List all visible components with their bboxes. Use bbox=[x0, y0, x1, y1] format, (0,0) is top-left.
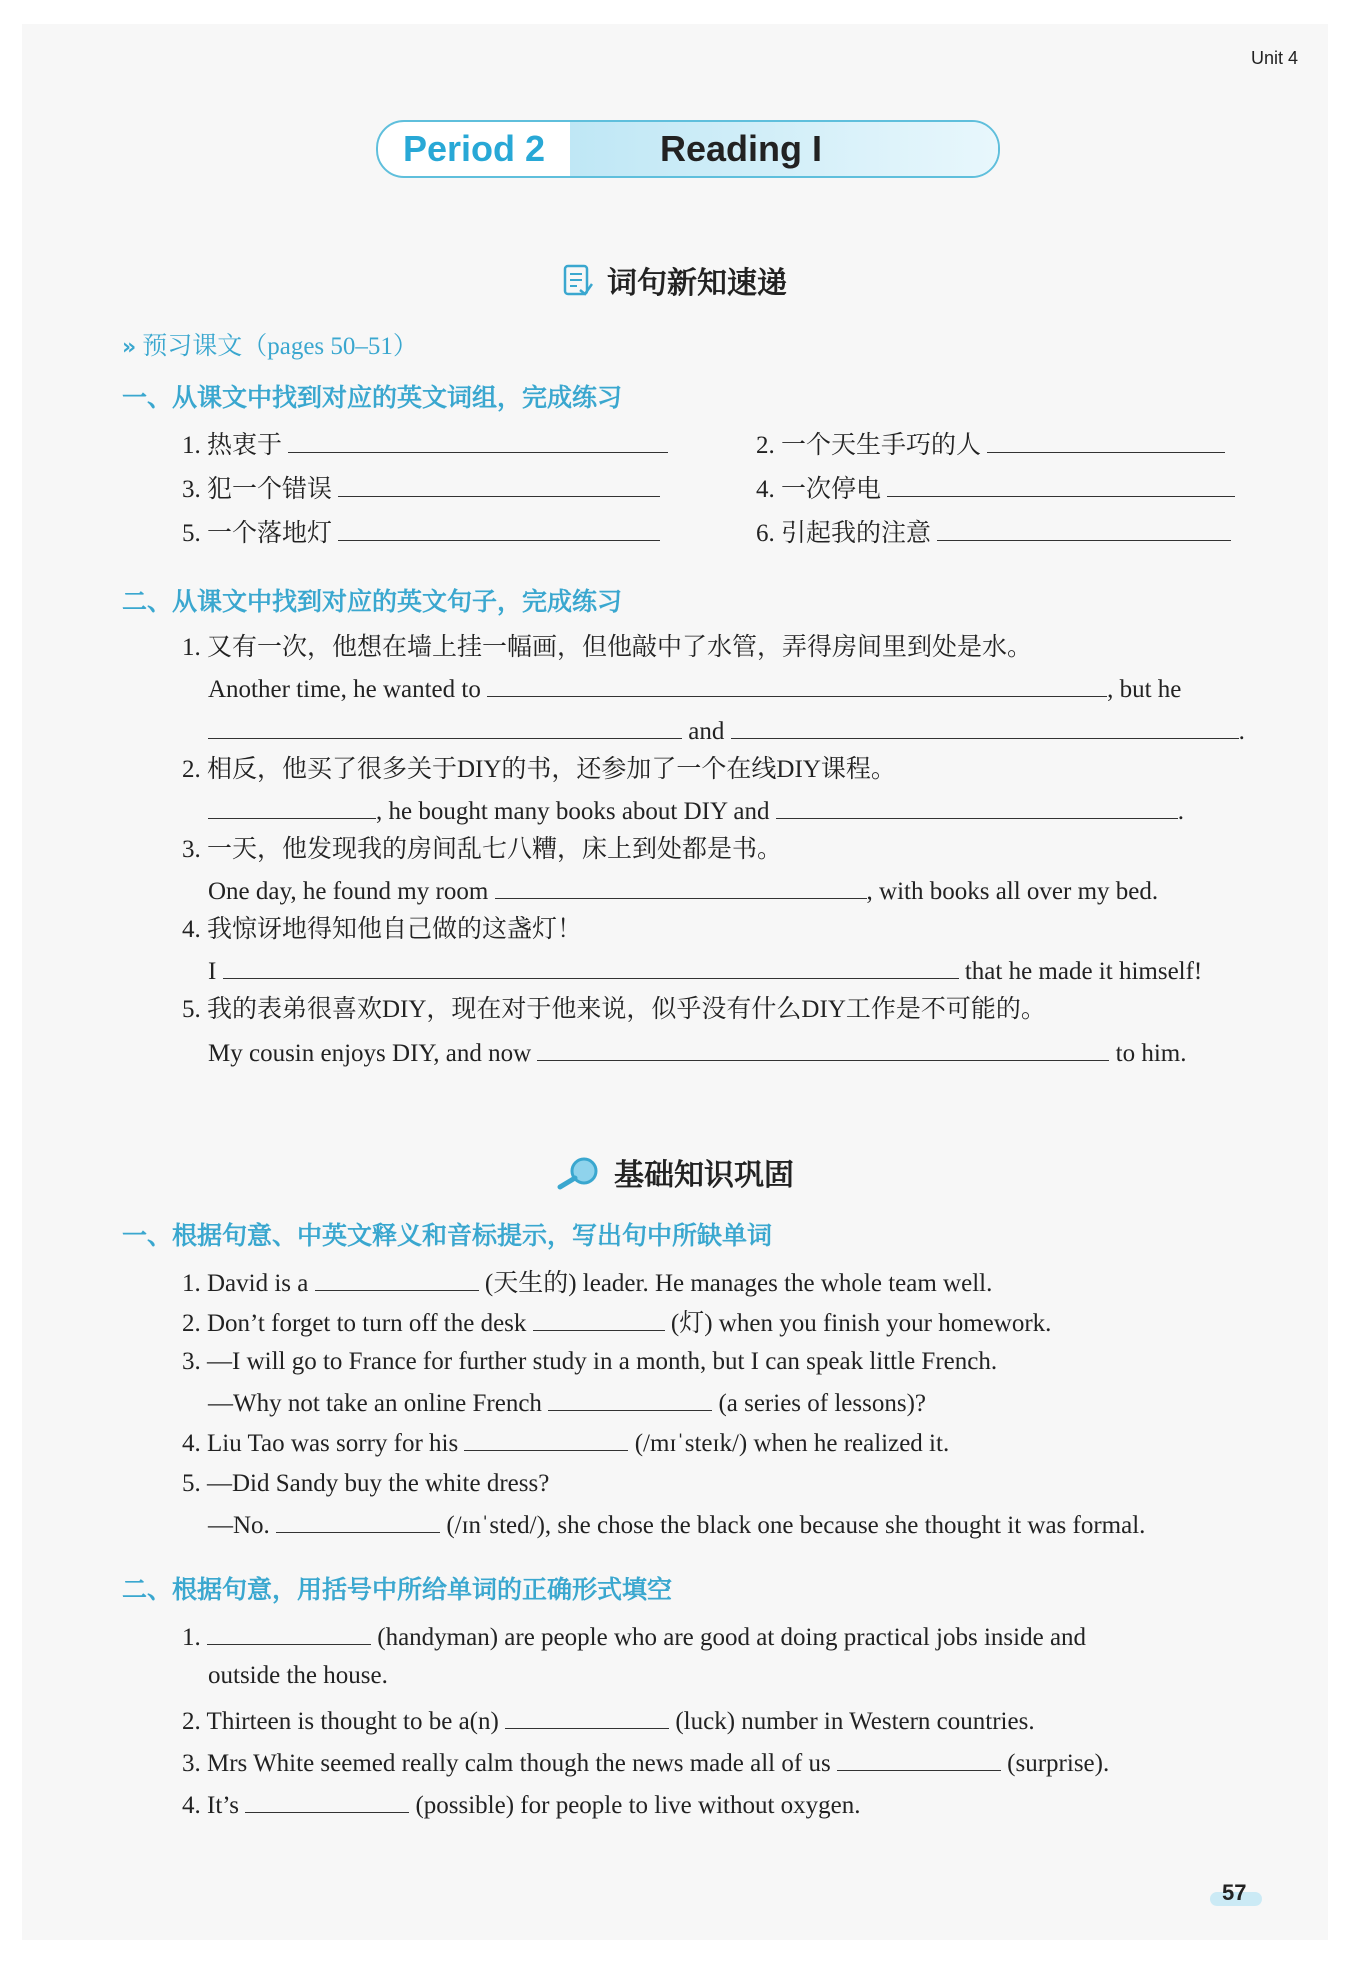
answer-blank[interactable] bbox=[315, 1266, 479, 1291]
sentence-cn: 2. 相反，他买了很多关于DIY的书，还参加了一个在线DIY课程。 bbox=[182, 756, 896, 783]
answer-blank[interactable] bbox=[464, 1426, 628, 1451]
answer-blank[interactable] bbox=[548, 1386, 712, 1411]
unit-label: Unit 4 bbox=[1250, 48, 1298, 68]
exercise-item: outside the house. bbox=[208, 1662, 388, 1689]
section-title: 基础知识巩固 bbox=[614, 1158, 794, 1193]
sentence-en: and . bbox=[208, 714, 1245, 748]
answer-blank[interactable] bbox=[207, 1620, 371, 1645]
period-banner bbox=[376, 120, 1000, 178]
part-b-title: 二、根据句意，用括号中所给单词的正确形式填空 bbox=[122, 1575, 673, 1604]
answer-blank[interactable] bbox=[245, 1788, 409, 1813]
answer-blank[interactable] bbox=[495, 874, 867, 899]
sentence-cn: 4. 我惊讶地得知他自己做的这盏灯！ bbox=[182, 916, 583, 943]
answer-blank[interactable] bbox=[208, 794, 376, 819]
answer-blank[interactable] bbox=[288, 428, 668, 453]
section-heading-vocab bbox=[0, 258, 1350, 306]
answer-blank[interactable] bbox=[731, 714, 1239, 739]
exercise-item: —Why not take an online French (a series of lessons)? bbox=[208, 1386, 926, 1420]
answer-blank[interactable] bbox=[276, 1508, 440, 1533]
sentence-en: , he bought many books about DIY and . bbox=[208, 794, 1184, 828]
exercise-item: 1. David is a (天生的) leader. He manages the whole team well. bbox=[182, 1266, 992, 1300]
exercise-item: 3. Mrs White seemed really calm though the news made all of us (surprise). bbox=[182, 1746, 1109, 1780]
preview-heading: » 预习课文（pages 50–51） bbox=[122, 333, 418, 360]
phrase-item: 3. 犯一个错误 bbox=[182, 472, 660, 506]
section-title: 词句新知速递 bbox=[607, 266, 787, 301]
sentence-en: I that he made it himself! bbox=[208, 954, 1202, 988]
exercise-item: 2. Don’t forget to turn off the desk (灯) when you finish your homework. bbox=[182, 1306, 1051, 1340]
answer-blank[interactable] bbox=[537, 1036, 1109, 1061]
answer-blank[interactable] bbox=[776, 794, 1178, 819]
phrase-item: 5. 一个落地灯 bbox=[182, 516, 660, 550]
exercise-item: 4. It’s (possible) for people to live without oxygen. bbox=[182, 1788, 861, 1822]
part-a-title: 一、根据句意、中英文释义和音标提示，写出句中所缺单词 bbox=[122, 1221, 773, 1250]
answer-blank[interactable] bbox=[338, 472, 660, 497]
period-label: Period 2 bbox=[402, 128, 546, 169]
sentence-en: Another time, he wanted to , but he bbox=[208, 672, 1181, 706]
magnifier-icon bbox=[556, 1156, 600, 1198]
answer-blank[interactable] bbox=[937, 516, 1231, 541]
page-number: 57 bbox=[1222, 1880, 1247, 1905]
answer-blank[interactable] bbox=[505, 1704, 669, 1729]
lesson-title: Reading I bbox=[570, 122, 998, 176]
exercise-item: 5. —Did Sandy buy the white dress? bbox=[182, 1470, 550, 1497]
phrase-item: 2. 一个天生手巧的人 bbox=[756, 428, 1225, 462]
exercise-item: 4. Liu Tao was sorry for his (/mɪˈsteɪk/) when he realized it. bbox=[182, 1426, 949, 1460]
answer-blank[interactable] bbox=[223, 954, 959, 979]
answer-blank[interactable] bbox=[338, 516, 660, 541]
sentence-cn: 3. 一天，他发现我的房间乱七八糟，床上到处都是书。 bbox=[182, 836, 783, 863]
double-chevron-icon: » bbox=[122, 335, 137, 360]
part-a-title: 一、从课文中找到对应的英文词组，完成练习 bbox=[122, 383, 623, 412]
sentence-cn: 5. 我的表弟很喜欢DIY，现在对于他来说，似乎没有什么DIY工作是不可能的。 bbox=[182, 996, 1046, 1023]
exercise-item: 2. Thirteen is thought to be a(n) (luck) number in Western countries. bbox=[182, 1704, 1035, 1738]
sentence-en: One day, he found my room , with books all over my bed. bbox=[208, 874, 1158, 908]
answer-blank[interactable] bbox=[887, 472, 1235, 497]
answer-blank[interactable] bbox=[208, 714, 682, 739]
phrase-item: 4. 一次停电 bbox=[756, 472, 1235, 506]
exercise-item: —No. (/ɪnˈsted/), she chose the black one because she thought it was formal. bbox=[208, 1508, 1145, 1542]
sentence-cn: 1. 又有一次，他想在墙上挂一幅画，但他敲中了水管，弄得房间里到处是水。 bbox=[182, 634, 1033, 661]
answer-blank[interactable] bbox=[837, 1746, 1001, 1771]
sentence-en: My cousin enjoys DIY, and now to him. bbox=[208, 1036, 1186, 1070]
answer-blank[interactable] bbox=[533, 1306, 665, 1331]
part-b-title: 二、从课文中找到对应的英文句子，完成练习 bbox=[122, 587, 623, 616]
section-heading-basics bbox=[0, 1150, 1350, 1198]
answer-blank[interactable] bbox=[487, 672, 1107, 697]
phrase-item: 1. 热衷于 bbox=[182, 428, 668, 462]
notebook-icon bbox=[563, 264, 593, 306]
phrase-item: 6. 引起我的注意 bbox=[756, 516, 1231, 550]
exercise-item: 3. —I will go to France for further study in a month, but I can speak little French. bbox=[182, 1348, 998, 1375]
answer-blank[interactable] bbox=[987, 428, 1225, 453]
exercise-item: 1. (handyman) are people who are good at doing practical jobs inside and bbox=[182, 1620, 1086, 1654]
